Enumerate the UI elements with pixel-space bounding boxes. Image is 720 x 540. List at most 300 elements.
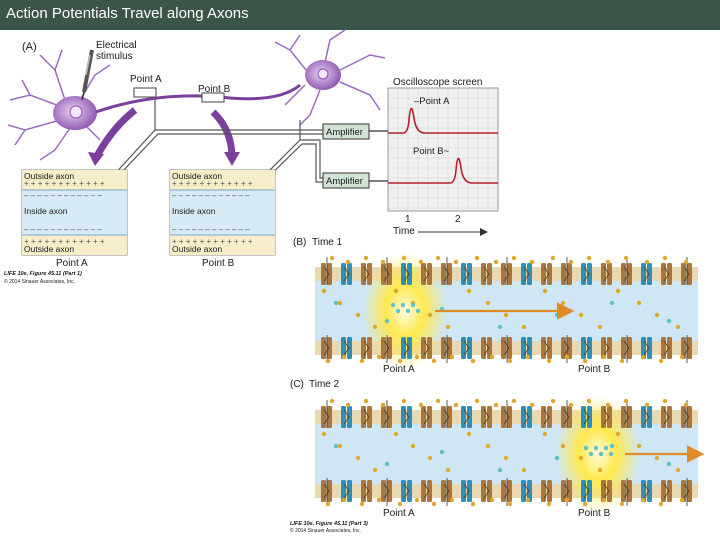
sodium-ion [364, 399, 368, 403]
ion-channel [381, 406, 386, 428]
ion-channel [481, 263, 486, 285]
sodium-ion [551, 256, 555, 260]
sodium-ion [373, 325, 377, 329]
ion-channel [607, 406, 612, 428]
sodium-ion [579, 456, 583, 460]
ion-channel [507, 337, 512, 359]
sodium-ion [394, 432, 398, 436]
sodium-ion [583, 502, 587, 506]
sodium-ion [330, 399, 334, 403]
sodium-ion [428, 313, 432, 317]
ion-channel [387, 406, 392, 428]
ion-channel [401, 337, 406, 359]
ion-channel [381, 480, 386, 502]
panel-b-label: (B) [293, 237, 307, 248]
inset-b-inside: Inside axon [172, 206, 216, 216]
ion-channel [427, 480, 432, 502]
ion-channel [401, 263, 406, 285]
ion-channel [521, 337, 526, 359]
ion-channel [347, 263, 352, 285]
sodium-ion [475, 399, 479, 403]
recording-site-a [134, 88, 156, 97]
potassium-ion [401, 303, 405, 307]
potassium-ion [334, 444, 338, 448]
sodium-ion [659, 502, 663, 506]
sodium-ion [655, 313, 659, 317]
potassium-ion [411, 303, 415, 307]
ion-channel [441, 263, 446, 285]
ion-channel [667, 406, 672, 428]
sodium-ion [364, 256, 368, 260]
ion-channel [467, 480, 472, 502]
sodium-ion [436, 256, 440, 260]
sodium-ion [547, 359, 551, 363]
ion-channel [327, 337, 332, 359]
ion-channel [567, 263, 572, 285]
sodium-ion [579, 313, 583, 317]
ion-channel [681, 406, 686, 428]
sodium-ion [684, 403, 688, 407]
sodium-ion [530, 403, 534, 407]
zoom-arrow-a-head [88, 152, 104, 166]
sodium-ion [356, 456, 360, 460]
sodium-ion [522, 468, 526, 472]
ion-channel [507, 480, 512, 502]
sodium-ion [342, 355, 346, 359]
ion-channel [407, 480, 412, 502]
potassium-ion [589, 452, 593, 456]
ion-channel [387, 480, 392, 502]
ion-channel [581, 337, 586, 359]
ion-channel [601, 263, 606, 285]
panel-a-label: (A) [22, 41, 37, 53]
ion-channel [441, 406, 446, 428]
sodium-ion [569, 403, 573, 407]
sodium-ion [454, 403, 458, 407]
ion-channel [461, 337, 466, 359]
sodium-ion [471, 502, 475, 506]
ion-channel [507, 406, 512, 428]
ion-channel [647, 406, 652, 428]
ion-channel [507, 263, 512, 285]
sodium-ion [377, 498, 381, 502]
ion-channel [427, 263, 432, 285]
ion-channel [487, 406, 492, 428]
ion-channel [467, 406, 472, 428]
sodium-ion [467, 432, 471, 436]
point-b-label: Point B [198, 84, 231, 95]
sodium-ion [620, 359, 624, 363]
ion-channel [621, 263, 626, 285]
potassium-ion [667, 462, 671, 466]
panel-c-time: Time 2 [309, 379, 340, 390]
svg-text:+ + + + + + + + + + + +: + + + + + + + + + + + + [24, 179, 105, 188]
potassium-ion [555, 456, 559, 460]
svg-text:– – – – – – – – – – – –: – – – – – – – – – – – – [24, 225, 102, 234]
sodium-ion [569, 260, 573, 264]
ion-channel [547, 263, 552, 285]
sodium-ion [326, 359, 330, 363]
sodium-ion [330, 256, 334, 260]
ion-channel [327, 263, 332, 285]
ion-channel [521, 263, 526, 285]
time-tick-1: 1 [405, 214, 411, 225]
ion-channel [621, 406, 626, 428]
sodium-ion [402, 399, 406, 403]
sodium-ion [547, 502, 551, 506]
sodium-ion [602, 498, 606, 502]
ion-channel [607, 337, 612, 359]
ion-channel [387, 337, 392, 359]
ion-channel [327, 406, 332, 428]
inset-a-caption: Point A [56, 258, 88, 269]
sodium-ion [373, 468, 377, 472]
ion-channel [367, 263, 372, 285]
ion-channel [547, 480, 552, 502]
potassium-ion [604, 446, 608, 450]
ion-channel [347, 337, 352, 359]
potassium-ion [334, 301, 338, 305]
ion-channel [407, 406, 412, 428]
ion-channel [461, 406, 466, 428]
ion-channel [361, 480, 366, 502]
sodium-ion [377, 355, 381, 359]
sodium-ion [512, 256, 516, 260]
sodium-ion [561, 301, 565, 305]
sodium-ion [475, 256, 479, 260]
ion-channel [407, 263, 412, 285]
ion-channel [481, 337, 486, 359]
panel-c-point-b: Point B [578, 508, 611, 519]
sodium-ion [616, 432, 620, 436]
sodium-ion [411, 444, 415, 448]
potassium-ion [610, 301, 614, 305]
sodium-ion [419, 403, 423, 407]
ion-channel [461, 263, 466, 285]
ion-channel [407, 337, 412, 359]
inset-b-outside-top: Outside axon [172, 171, 223, 181]
ion-channel [621, 480, 626, 502]
ion-channel [401, 480, 406, 502]
ion-channel [367, 406, 372, 428]
ion-channel [487, 263, 492, 285]
sodium-ion [471, 359, 475, 363]
ion-channel [447, 263, 452, 285]
inset-a-inside: Inside axon [24, 206, 68, 216]
sodium-ion [587, 256, 591, 260]
ion-channel [441, 337, 446, 359]
ion-channel [361, 263, 366, 285]
membrane-time2 [315, 396, 700, 512]
ion-channel [607, 263, 612, 285]
stimulus-label-line1: Electrical [96, 40, 137, 51]
zoom-arrow-b [213, 112, 232, 158]
stimulus-electrode [82, 50, 92, 100]
ion-channel [547, 406, 552, 428]
ion-channel [347, 406, 352, 428]
time-tick-2: 2 [455, 214, 461, 225]
ion-channel [501, 480, 506, 502]
ion-channel [621, 337, 626, 359]
ion-channel [341, 406, 346, 428]
ion-channel [367, 480, 372, 502]
potassium-ion [610, 444, 614, 448]
ion-channel [661, 337, 666, 359]
svg-text:– – – – – – – – – – – –: – – – – – – – – – – – – [172, 191, 250, 200]
panel-b-point-b: Point B [578, 364, 611, 375]
amplifier-1-label: Amplifier [326, 127, 363, 138]
sodium-ion [450, 498, 454, 502]
ion-channel [661, 480, 666, 502]
potassium-ion [385, 462, 389, 466]
ion-channel [427, 337, 432, 359]
potassium-ion [396, 309, 400, 313]
sodium-ion [637, 301, 641, 305]
sodium-ion [415, 355, 419, 359]
credit-part3-line2: © 2014 Sinauer Associates, Inc. [290, 528, 361, 534]
ion-channel [501, 263, 506, 285]
sodium-ion [663, 399, 667, 403]
ion-channel [521, 480, 526, 502]
membrane-time1 [315, 253, 698, 369]
potassium-ion [667, 319, 671, 323]
sodium-ion [454, 260, 458, 264]
ion-channel [687, 406, 692, 428]
sodium-ion [598, 468, 602, 472]
zoom-arrow-b-head [224, 152, 240, 166]
sodium-ion [394, 289, 398, 293]
ion-channel [681, 263, 686, 285]
ion-channel [347, 480, 352, 502]
ion-channel [541, 406, 546, 428]
sodium-ion [494, 403, 498, 407]
ion-channel [541, 480, 546, 502]
ion-channel [467, 263, 472, 285]
ion-channel [581, 406, 586, 428]
sodium-ion [598, 325, 602, 329]
ion-channel [627, 263, 632, 285]
sodium-ion [526, 498, 530, 502]
sodium-ion [565, 498, 569, 502]
ion-channel [527, 406, 532, 428]
ion-channel [687, 337, 692, 359]
ion-channel [541, 263, 546, 285]
sodium-ion [486, 444, 490, 448]
stimulus-label-line2: stimulus [96, 51, 133, 62]
ion-channel [321, 337, 326, 359]
ion-channel [547, 337, 552, 359]
ion-channel [581, 263, 586, 285]
sodium-ion [494, 260, 498, 264]
potassium-ion [385, 319, 389, 323]
slide-title: Action Potentials Travel along Axons [6, 5, 249, 22]
ion-channel [647, 480, 652, 502]
ion-channel [441, 480, 446, 502]
ion-channel [601, 406, 606, 428]
sodium-ion [346, 403, 350, 407]
zoom-arrow-a [95, 110, 135, 160]
ion-channel [361, 337, 366, 359]
sodium-ion [606, 260, 610, 264]
sodium-ion [551, 399, 555, 403]
potassium-ion [406, 309, 410, 313]
potassium-ion [498, 468, 502, 472]
sodium-ion [419, 260, 423, 264]
oscilloscope-title: Oscilloscope screen [393, 77, 483, 88]
ion-channel [501, 337, 506, 359]
sodium-ion [490, 498, 494, 502]
ion-channel [421, 263, 426, 285]
point-a-label: Point A [130, 74, 162, 85]
ion-channel [667, 480, 672, 502]
sodium-ion [322, 289, 326, 293]
sodium-ion [659, 359, 663, 363]
ion-channel [381, 337, 386, 359]
ion-channel [481, 480, 486, 502]
ion-channel [321, 406, 326, 428]
ion-channel [361, 406, 366, 428]
ion-channel [421, 480, 426, 502]
ion-channel [561, 406, 566, 428]
sodium-ion [346, 260, 350, 264]
neuron-right [275, 30, 385, 125]
panel-c-label: (C) [290, 379, 304, 390]
sodium-ion [360, 359, 364, 363]
sodium-ion [680, 355, 684, 359]
inset-b-outside-bottom: Outside axon [172, 244, 223, 254]
sodium-ion [436, 399, 440, 403]
ion-channel [627, 337, 632, 359]
panel-b-point-a: Point A [383, 364, 415, 375]
sodium-ion [360, 502, 364, 506]
panel-c-point-a: Point A [383, 508, 415, 519]
sodium-ion [342, 498, 346, 502]
ion-channel [647, 337, 652, 359]
sodium-ion [381, 403, 385, 407]
sodium-ion [530, 260, 534, 264]
sodium-ion [624, 399, 628, 403]
ion-channel [647, 263, 652, 285]
sodium-ion [398, 502, 402, 506]
ion-channel [661, 263, 666, 285]
sodium-ion [486, 301, 490, 305]
inset-a-outside-bottom: Outside axon [24, 244, 75, 254]
ion-channel [541, 337, 546, 359]
ion-channel [581, 480, 586, 502]
sodium-ion [522, 325, 526, 329]
ion-channel [627, 406, 632, 428]
potassium-ion [599, 452, 603, 456]
sodium-ion [676, 325, 680, 329]
potassium-ion [416, 309, 420, 313]
potassium-ion [555, 313, 559, 317]
inset-a-outside-top: Outside axon [24, 171, 75, 181]
sodium-ion [680, 498, 684, 502]
sodium-ion [415, 498, 419, 502]
sodium-ion [508, 502, 512, 506]
ion-channel [387, 263, 392, 285]
ion-channel [587, 406, 592, 428]
ion-channel [327, 480, 332, 502]
ion-channel [661, 406, 666, 428]
amplifier-2-label: Amplifier [326, 176, 363, 187]
ion-channel [587, 263, 592, 285]
sodium-ion [326, 502, 330, 506]
sodium-ion [402, 256, 406, 260]
time-axis-label: Time [393, 226, 415, 237]
ion-channel [627, 480, 632, 502]
svg-text:+ + + + + + + + + + + +: + + + + + + + + + + + + [172, 179, 253, 188]
sodium-ion [561, 444, 565, 448]
sodium-ion [676, 468, 680, 472]
sodium-ion [428, 456, 432, 460]
svg-text:+ + + + + + + + + + + +: + + + + + + + + + + + + [24, 237, 105, 246]
sodium-ion [432, 359, 436, 363]
credit-part3-line1: LIFE 10e, Figure 45.11 (Part 3) [290, 521, 368, 527]
ion-channel [447, 406, 452, 428]
inset-b-caption: Point B [202, 258, 235, 269]
potassium-ion [391, 303, 395, 307]
sodium-ion [645, 260, 649, 264]
svg-text:– – – – – – – – – – – –: – – – – – – – – – – – – [24, 191, 102, 200]
trace-a-label: –Point A [414, 96, 450, 107]
sodium-ion [512, 399, 516, 403]
sodium-ion [467, 289, 471, 293]
sodium-ion [446, 468, 450, 472]
sodium-ion [504, 456, 508, 460]
ion-channel [587, 480, 592, 502]
svg-text:+ + + + + + + + + + + +: + + + + + + + + + + + + [172, 237, 253, 246]
ion-channel [527, 263, 532, 285]
potassium-ion [584, 446, 588, 450]
sodium-ion [637, 444, 641, 448]
sodium-ion [645, 403, 649, 407]
svg-text:– – – – – – – – – – – –: – – – – – – – – – – – – [172, 225, 250, 234]
ion-channel [641, 406, 646, 428]
sodium-ion [490, 355, 494, 359]
ion-channel [381, 263, 386, 285]
credit-part1-line1: LIFE 10e, Figure 45.11 (Part 1) [4, 271, 82, 277]
sodium-ion [398, 359, 402, 363]
sodium-ion [508, 359, 512, 363]
sodium-ion [543, 289, 547, 293]
sodium-ion [322, 432, 326, 436]
sodium-ion [624, 256, 628, 260]
sodium-ion [526, 355, 530, 359]
sodium-ion [616, 289, 620, 293]
ion-channel [567, 406, 572, 428]
ion-channel [367, 337, 372, 359]
ion-channel [641, 263, 646, 285]
potassium-ion [498, 325, 502, 329]
sodium-ion [338, 444, 342, 448]
ion-channel [501, 406, 506, 428]
ion-channel [427, 406, 432, 428]
ion-channel [667, 263, 672, 285]
neuron-left [8, 50, 110, 160]
ion-channel [467, 337, 472, 359]
sodium-ion [381, 260, 385, 264]
sodium-ion [356, 313, 360, 317]
sodium-ion [432, 502, 436, 506]
ion-channel [561, 263, 566, 285]
ion-channel [521, 406, 526, 428]
sodium-ion [606, 403, 610, 407]
sodium-ion [663, 256, 667, 260]
sodium-ion [504, 313, 508, 317]
ion-channel [341, 263, 346, 285]
ion-channel [421, 337, 426, 359]
